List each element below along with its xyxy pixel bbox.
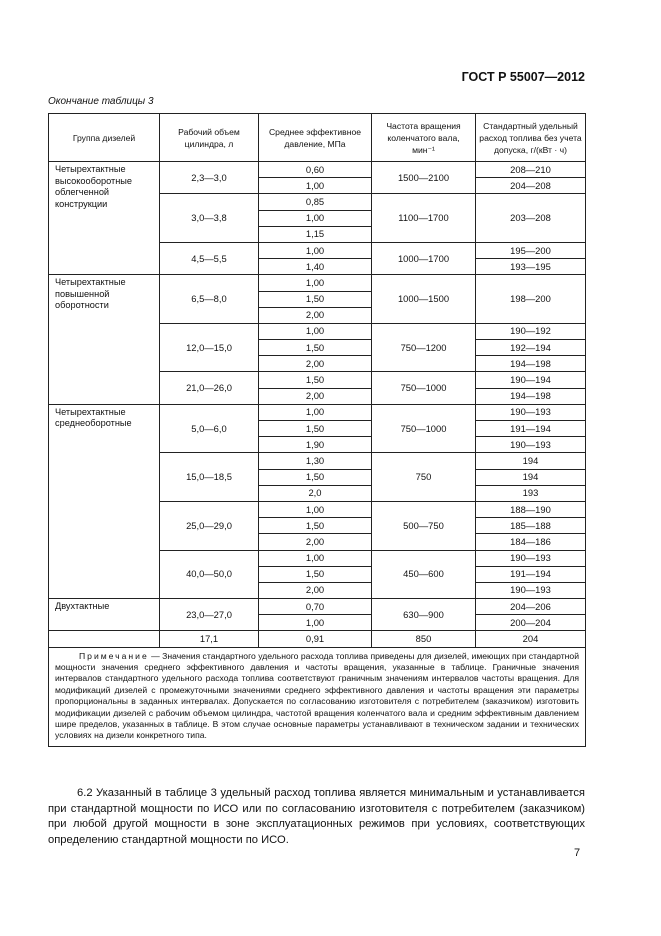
page-number: 7 [574, 847, 581, 859]
speed-cell: 750—1000 [372, 404, 476, 453]
pressure-cell: 2,00 [259, 582, 372, 598]
consumption-cell: 198—200 [476, 275, 586, 324]
pressure-cell: 1,00 [259, 275, 372, 291]
table-note [49, 647, 586, 746]
consumption-cell: 193 [476, 485, 586, 501]
pressure-cell: 1,40 [259, 259, 372, 275]
speed-cell: 1100—1700 [372, 194, 476, 243]
speed-cell: 750—1000 [372, 372, 476, 404]
speed-cell: 1500—2100 [372, 162, 476, 194]
volume-cell: 2,3—3,0 [160, 162, 259, 194]
volume-cell: 3,0—3,8 [160, 194, 259, 243]
pressure-cell: 2,0 [259, 485, 372, 501]
pressure-cell: 1,00 [259, 210, 372, 226]
group-cell: Четырехтактные высокооборотные облегченной конструкции [49, 162, 160, 275]
consumption-cell: 194—198 [476, 388, 586, 404]
table-note-row [49, 647, 586, 746]
consumption-cell: 190—193 [476, 582, 586, 598]
pressure-cell: 0,60 [259, 162, 372, 178]
pressure-cell: 1,50 [259, 340, 372, 356]
specs-table [48, 113, 586, 747]
consumption-cell: 204—206 [476, 599, 586, 615]
volume-cell: 15,0—18,5 [160, 453, 259, 502]
consumption-cell: 192—194 [476, 340, 586, 356]
pressure-cell: 2,00 [259, 307, 372, 323]
consumption-cell: 208—210 [476, 162, 586, 178]
speed-cell: 500—750 [372, 501, 476, 550]
col-header-speed: Частота вращения коленчатого вала, мин⁻¹ [372, 114, 476, 162]
consumption-cell: 195—200 [476, 242, 586, 258]
pressure-cell: 0,91 [259, 631, 372, 647]
paragraph-6-2: 6.2 Указанный в таблице 3 удельный расход топлива является минимальным и устанавливается при стандартной мощности по ИСО или по согласованию изготовителя с потребителем (заказчиком) при любой другой мощности в зоне эксплуатационных режимов при условиях, соответствующих определению стандартной мощности по ИСО. [48, 787, 585, 846]
pressure-cell: 1,00 [259, 550, 372, 566]
consumption-cell: 184—186 [476, 534, 586, 550]
col-header-pressure: Среднее эффективное давление, МПа [259, 114, 372, 162]
volume-cell: 23,0—27,0 [160, 599, 259, 631]
group-cell-empty [49, 631, 160, 647]
pressure-cell: 1,00 [259, 404, 372, 420]
pressure-cell: 1,50 [259, 291, 372, 307]
pressure-cell: 2,00 [259, 388, 372, 404]
col-header-volume: Рабочий объем цилиндра, л [160, 114, 259, 162]
table-row [49, 275, 586, 291]
speed-cell: 630—900 [372, 599, 476, 631]
pressure-cell: 1,00 [259, 615, 372, 631]
speed-cell: 450—600 [372, 550, 476, 599]
consumption-cell: 191—194 [476, 566, 586, 582]
note-text: — Значения стандартного удельного расхода топлива приведены для дизелей, имеющих при стандартной мощности значения среднего эффективного давления и частоты вращения, указанные в таблице. Граничные значения интервалов стандартного удельного расхода топлива соответствуют граничным значениям интервалов частоты вращения. Для модификаций дизелей с промежуточными значениями среднего эффективного давления и частоты вращения эти параметры пропорциональны в заданных интервалах. Допускается по согласованию изготовителя с потребителем (заказчиком) изготовить модификации дизелей с рабочим объемом цилиндра, частотой вращения коленчатого вала и средним эффективным давлением шире пределов, указанных в таблице. В этом случае основные параметры устанавливают в техническом задании и технических условиях на дизели конкретного типа. [55, 650, 579, 741]
consumption-cell: 200—204 [476, 615, 586, 631]
table-row [49, 162, 586, 178]
pressure-cell: 1,50 [259, 566, 372, 582]
pressure-cell: 1,00 [259, 178, 372, 194]
table-row [49, 599, 586, 615]
table-caption: Окончание таблицы 3 [48, 96, 154, 107]
speed-cell: 750—1200 [372, 323, 476, 372]
consumption-cell: 188—190 [476, 501, 586, 517]
pressure-cell: 1,50 [259, 518, 372, 534]
pressure-cell: 1,00 [259, 242, 372, 258]
table-header-row [49, 114, 586, 162]
consumption-cell: 203—208 [476, 194, 586, 243]
speed-cell: 850 [372, 631, 476, 647]
document-id: ГОСТ Р 55007—2012 [461, 70, 585, 84]
consumption-cell: 190—192 [476, 323, 586, 339]
col-header-group: Группа дизелей [49, 114, 160, 162]
consumption-cell: 194—198 [476, 356, 586, 372]
pressure-cell: 2,00 [259, 356, 372, 372]
volume-cell: 6,5—8,0 [160, 275, 259, 324]
pressure-cell: 1,50 [259, 372, 372, 388]
group-cell: Двухтактные [49, 599, 160, 631]
consumption-cell: 190—193 [476, 550, 586, 566]
volume-cell: 12,0—15,0 [160, 323, 259, 372]
volume-cell: 4,5—5,5 [160, 242, 259, 274]
pressure-cell: 0,70 [259, 599, 372, 615]
volume-cell: 40,0—50,0 [160, 550, 259, 599]
pressure-cell: 1,00 [259, 323, 372, 339]
pressure-cell: 1,15 [259, 226, 372, 242]
consumption-cell: 185—188 [476, 518, 586, 534]
consumption-cell: 204—208 [476, 178, 586, 194]
table-row [49, 631, 586, 647]
consumption-cell: 193—195 [476, 259, 586, 275]
volume-cell: 25,0—29,0 [160, 501, 259, 550]
consumption-cell: 194 [476, 453, 586, 469]
group-cell: Четырехтактные повышенной оборотности [49, 275, 160, 405]
group-cell: Четырехтактные среднеоборотные [49, 404, 160, 598]
volume-cell: 5,0—6,0 [160, 404, 259, 453]
consumption-cell: 190—193 [476, 404, 586, 420]
volume-cell: 21,0—26,0 [160, 372, 259, 404]
table-row [49, 404, 586, 420]
speed-cell: 750 [372, 453, 476, 502]
pressure-cell: 1,00 [259, 501, 372, 517]
volume-cell: 17,1 [160, 631, 259, 647]
consumption-cell: 204 [476, 631, 586, 647]
note-label: Примечание [79, 650, 149, 661]
pressure-cell: 2,00 [259, 534, 372, 550]
pressure-cell: 1,50 [259, 469, 372, 485]
pressure-cell: 1,50 [259, 421, 372, 437]
consumption-cell: 194 [476, 469, 586, 485]
pressure-cell: 1,90 [259, 437, 372, 453]
consumption-cell: 190—194 [476, 372, 586, 388]
speed-cell: 1000—1500 [372, 275, 476, 324]
pressure-cell: 0,85 [259, 194, 372, 210]
col-header-consumption: Стандартный удельный расход топлива без учета допуска, г/(кВт · ч) [476, 114, 586, 162]
speed-cell: 1000—1700 [372, 242, 476, 274]
pressure-cell: 1,30 [259, 453, 372, 469]
consumption-cell: 191—194 [476, 421, 586, 437]
consumption-cell: 190—193 [476, 437, 586, 453]
